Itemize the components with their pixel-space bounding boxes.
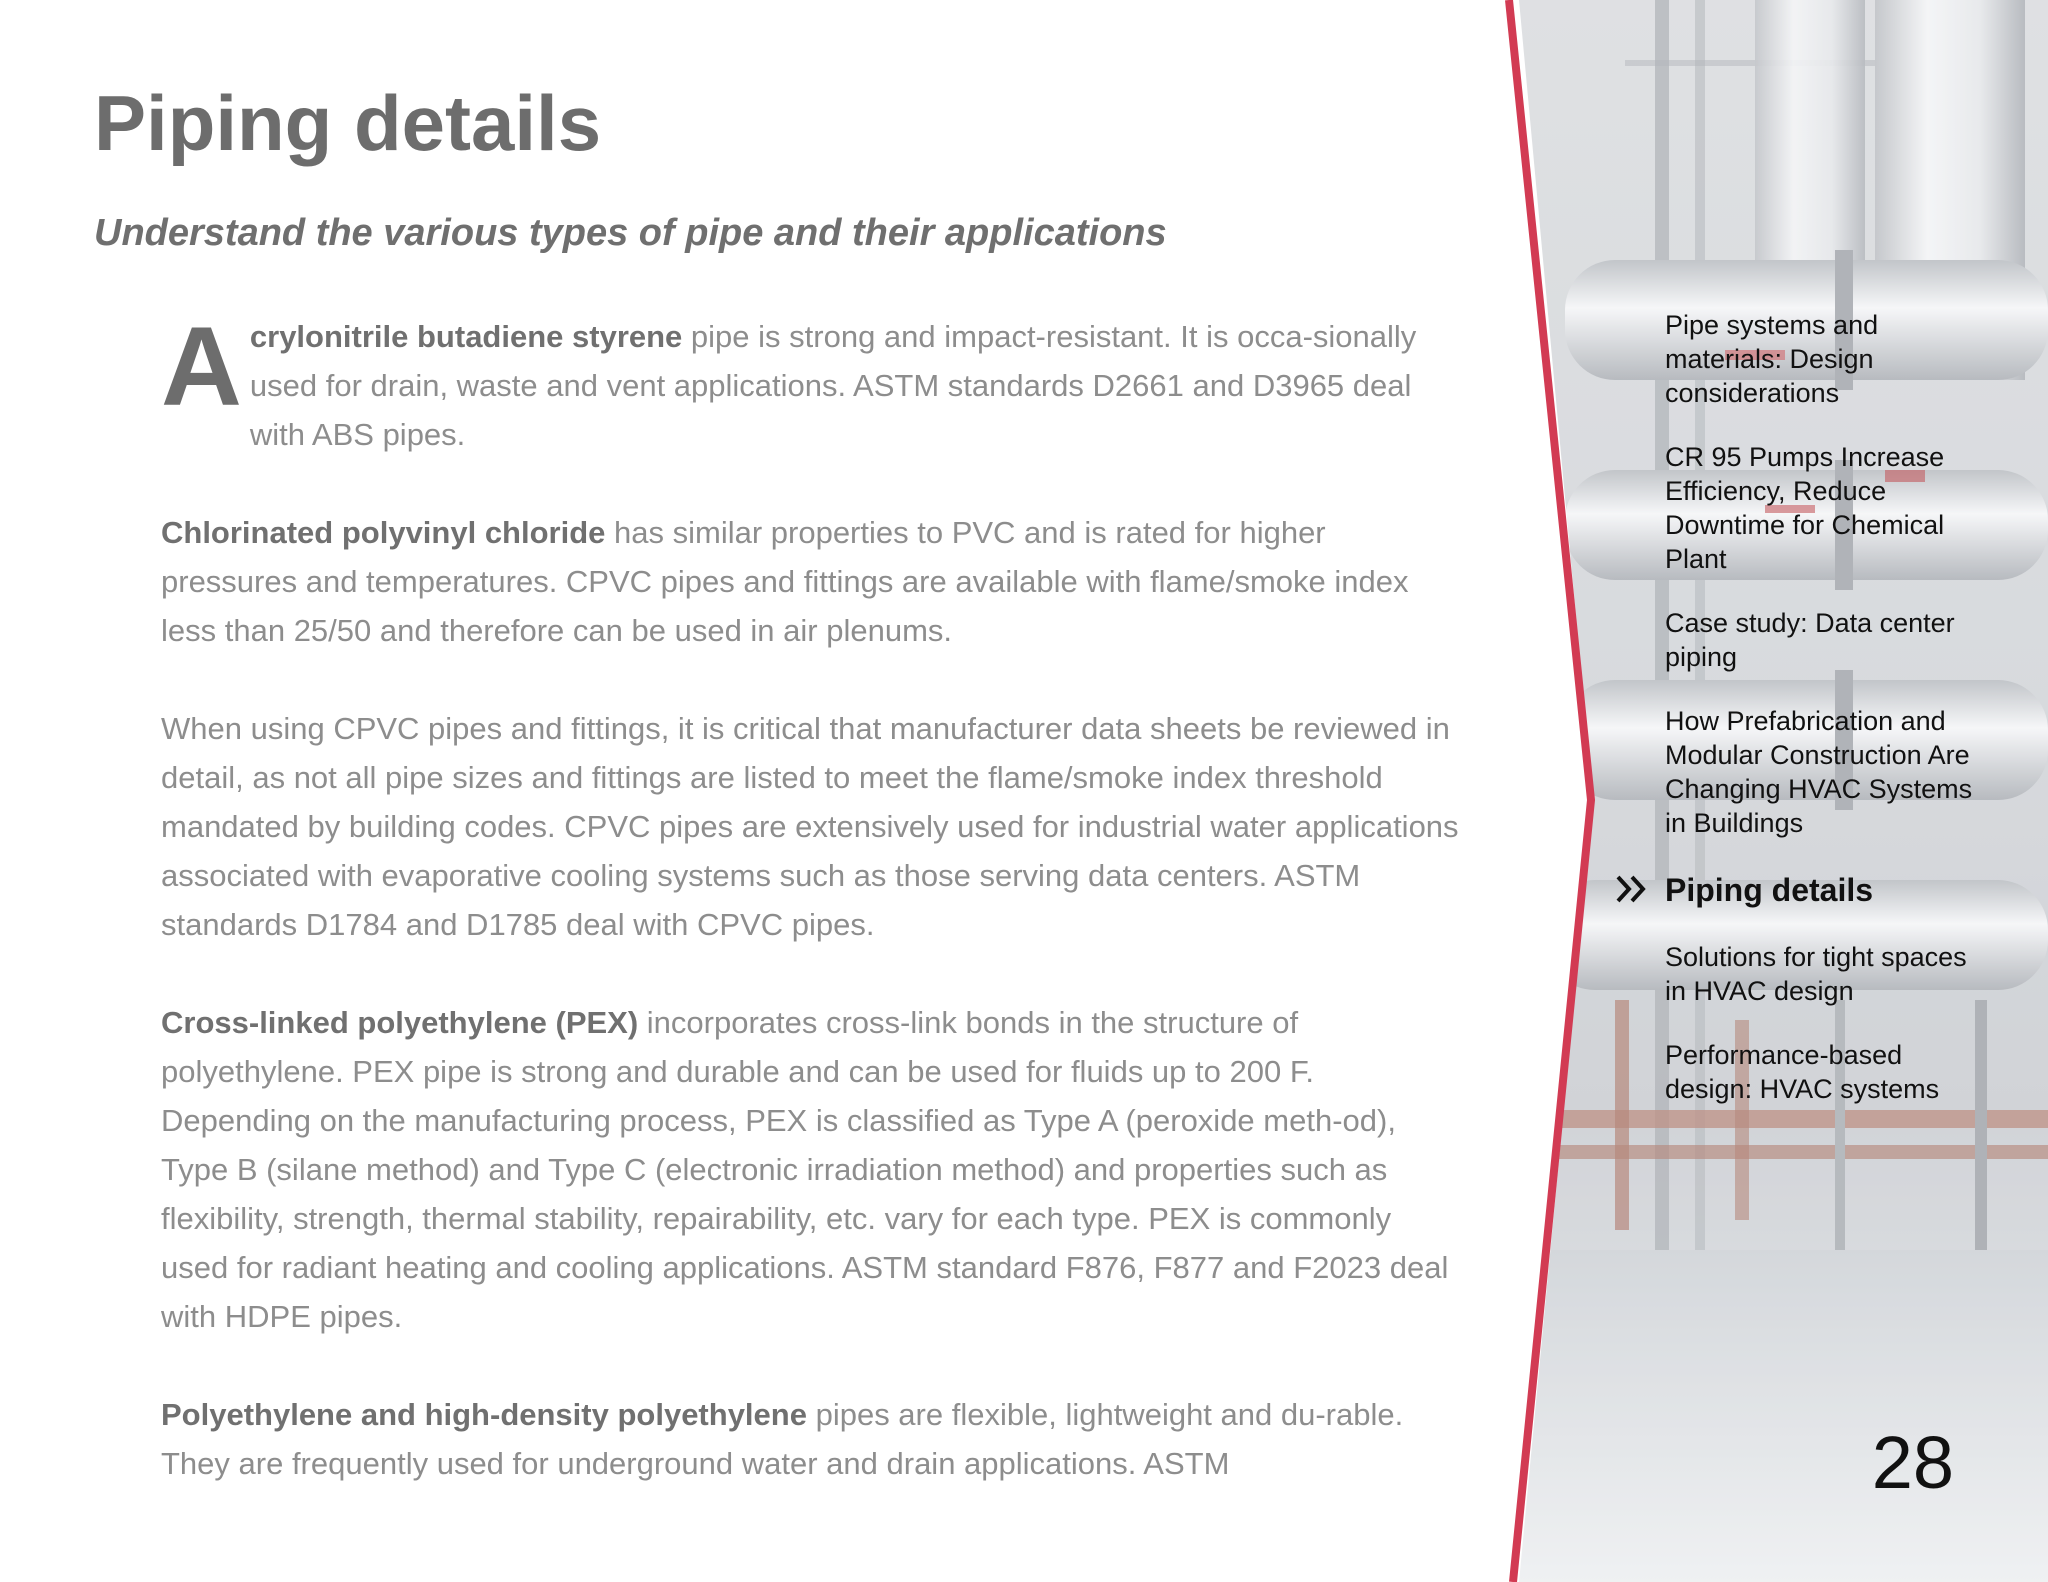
page-number: 28	[1871, 1421, 1954, 1504]
paragraph-pex	[161, 998, 1461, 1341]
toc-item-pipe-systems[interactable]: Pipe systems and materials: Design considerations	[1665, 310, 1879, 408]
article-body	[161, 304, 1461, 1537]
paragraph-text: has similar properties to PVC and is rated for higher pressures and temperatures. CPVC pipes and fittings are available with flame/smoke index less than 25/50 and therefore can be used in air plenums.	[161, 515, 1409, 648]
paragraph-cpvc	[161, 508, 1461, 655]
side-panel	[1505, 0, 2048, 1582]
toc-item-label: Piping details	[1665, 872, 1874, 908]
drop-cap: A	[161, 304, 242, 429]
paragraph-text: pipe is strong and impact-resistant. It is occa-sionally used for drain, waste and vent applications. ASTM standards D2661 and D3965 deal with ABS pipes.	[249, 319, 1417, 452]
page-subtitle: Understand the various types of pipe and their applications	[94, 212, 1167, 254]
double-chevron-right-icon	[1615, 874, 1649, 904]
paragraph-lead: Chlorinated polyvinyl chloride	[161, 515, 606, 550]
toc-item-piping-details[interactable]	[1665, 870, 1995, 910]
toc-item-prefabrication[interactable]: How Prefabrication and Modular Construction Are Changing HVAC Systems in Buildings	[1665, 706, 1973, 838]
toc-item-data-center-piping[interactable]: Case study: Data center piping	[1665, 608, 1955, 672]
paragraph-hdpe	[161, 1390, 1461, 1488]
page-title: Piping details	[94, 79, 602, 167]
paragraph-text: pipes are flexible, lightweight and du-rable. They are frequently used for underground water and drain applications. ASTM	[161, 1397, 1404, 1481]
paragraph-cpvc-usage	[161, 704, 1461, 949]
table-of-contents	[1665, 308, 1995, 1136]
toc-item-cr95-pumps[interactable]: CR 95 Pumps Increase Efficiency, Reduce Downtime for Chemical Plant	[1665, 442, 1945, 574]
toc-item-tight-spaces[interactable]: Solutions for tight spaces in HVAC design	[1665, 942, 1967, 1006]
paragraph-text: When using CPVC pipes and fittings, it is critical that manufacturer data sheets be reviewed in detail, as not all pipe sizes and fittings are listed to meet the flame/smoke index threshold mandated by building codes. CPVC pipes are extensively used for industrial water applications associated with evaporative cooling systems such as those serving data centers. ASTM standards D1784 and D1785 deal with CPVC pipes.	[161, 711, 1459, 942]
paragraph-abs	[161, 304, 1461, 459]
paragraph-lead: Polyethylene and high-density polyethylene	[161, 1397, 807, 1432]
paragraph-text: incorporates cross-link bonds in the structure of polyethylene. PEX pipe is strong and durable and can be used for fluids up to 200 F. Depending on the manufacturing process, PEX is classified as Type A (peroxide meth-od), Type B (silane method) and Type C (electronic irradiation method) and properties such as flexibility, strength, thermal stability, repairability, etc. vary for each type. PEX is commonly used for radiant heating and cooling applications. ASTM standard F876, F877 and F2023 deal with HDPE pipes.	[161, 1005, 1449, 1334]
paragraph-lead: Cross-linked polyethylene (PEX)	[161, 1005, 639, 1040]
paragraph-lead: crylonitrile butadiene styrene	[249, 319, 683, 354]
toc-item-performance-based[interactable]: Performance-based design: HVAC systems	[1665, 1040, 1940, 1104]
